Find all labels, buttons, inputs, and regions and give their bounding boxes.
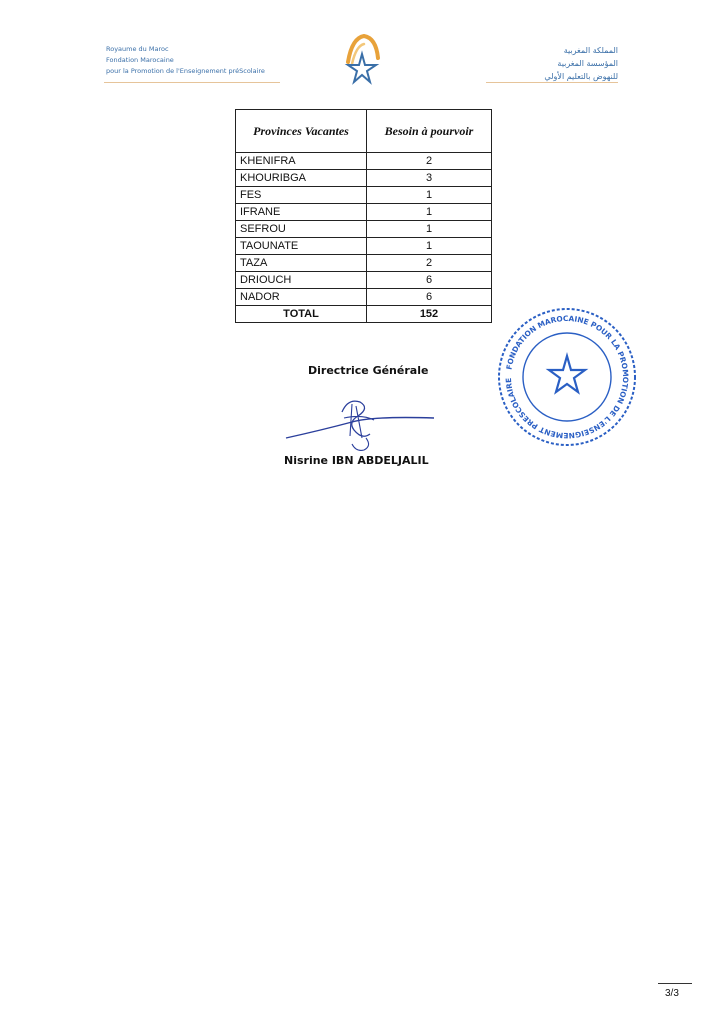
signer-title: Directrice Générale	[308, 364, 429, 377]
letterhead-right-line: المؤسسة المغربية	[557, 59, 618, 68]
besoin-cell: 3	[367, 170, 492, 187]
total-value-cell: 152	[367, 306, 492, 323]
province-cell: IFRANE	[236, 204, 367, 221]
letterhead-left-line: pour la Promotion de l'Enseignement préScolaire	[106, 67, 265, 75]
letterhead-rule	[104, 82, 280, 83]
province-cell: DRIOUCH	[236, 272, 367, 289]
foundation-logo-icon	[340, 32, 384, 86]
besoin-cell: 1	[367, 238, 492, 255]
letterhead-left-line: Royaume du Maroc	[106, 45, 169, 53]
besoin-cell: 6	[367, 289, 492, 306]
table-row	[236, 272, 492, 289]
province-cell: NADOR	[236, 289, 367, 306]
besoin-cell: 1	[367, 221, 492, 238]
stamp-text: FONDATION MAROCAINE POUR LA PROMOTION DE L'ENSEIGNEMENT PRESCOLAIRE	[503, 313, 631, 441]
besoin-cell: 1	[367, 187, 492, 204]
letterhead-right-line: للنهوض بالتعليم الأولي	[544, 72, 618, 81]
table-row	[236, 204, 492, 221]
province-cell: SEFROU	[236, 221, 367, 238]
table-row	[236, 170, 492, 187]
page-number: 3/3	[665, 988, 679, 999]
signer-name: Nisrine IBN ABDELJALIL	[284, 454, 429, 467]
province-cell: FES	[236, 187, 367, 204]
table-total-row	[236, 306, 492, 323]
table-row	[236, 187, 492, 204]
table-row	[236, 289, 492, 306]
table-row	[236, 238, 492, 255]
letterhead-right-line: المملكة المغربية	[563, 46, 618, 55]
besoin-cell: 2	[367, 153, 492, 170]
province-cell: KHENIFRA	[236, 153, 367, 170]
letterhead-rule	[486, 82, 618, 83]
besoin-cell: 1	[367, 204, 492, 221]
column-header-provinces: Provinces Vacantes	[236, 110, 367, 153]
besoin-cell: 2	[367, 255, 492, 272]
handwritten-signature	[282, 392, 442, 454]
letterhead-right	[544, 44, 618, 83]
column-header-besoin: Besoin à pourvoir	[367, 110, 492, 153]
province-cell: TAOUNATE	[236, 238, 367, 255]
official-stamp-icon	[494, 304, 640, 450]
province-cell: KHOURIBGA	[236, 170, 367, 187]
letterhead-left-line: Fondation Marocaine	[106, 56, 174, 64]
total-label-cell: TOTAL	[236, 306, 367, 323]
table-row	[236, 221, 492, 238]
page-number-rule	[658, 983, 692, 984]
province-cell: TAZA	[236, 255, 367, 272]
besoin-cell: 6	[367, 272, 492, 289]
table-row	[236, 153, 492, 170]
provinces-table	[235, 109, 492, 323]
letterhead-left	[106, 44, 265, 77]
table-header-row	[236, 110, 492, 153]
table-row	[236, 255, 492, 272]
